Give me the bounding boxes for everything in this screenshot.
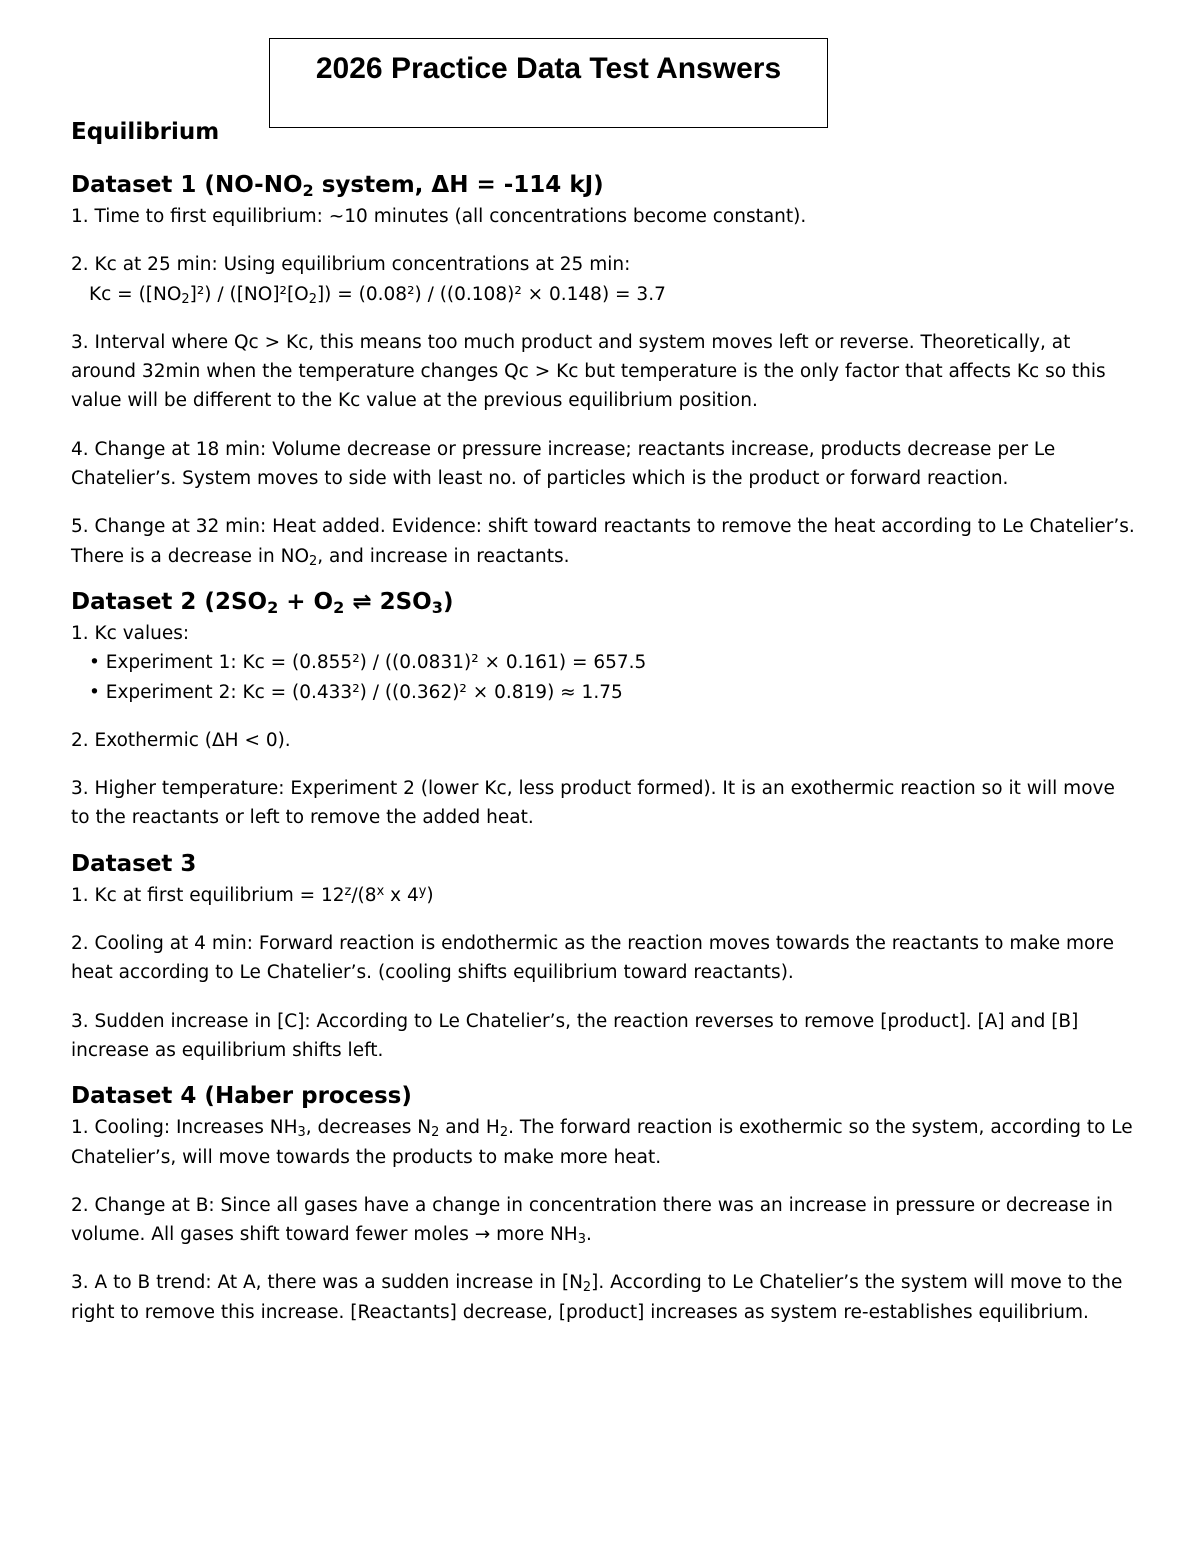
dataset-3-answer-3: 3. Sudden increase in [C]: According to Le Chatelier’s, the reaction reverses to remove [product]. [A] and [B] increase as equilibrium shifts left. bbox=[71, 1010, 1079, 1061]
dataset-2-answer-1: 1. Kc values: bbox=[71, 622, 190, 644]
dataset-2-answer-2: 2. Exothermic (ΔH < 0). bbox=[71, 729, 291, 751]
dataset-1-answer-4: 4. Change at 18 min: Volume decrease or pressure increase; reactants increase, products decrease per Le Chatelier’s. System moves to side with least no. of particles which is the product or forward reaction. bbox=[71, 438, 1056, 490]
dataset-1-answer-1: 1. Time to first equilibrium: ~10 minutes (all concentrations become constant). bbox=[71, 206, 807, 227]
section-heading: Equilibrium bbox=[71, 119, 220, 145]
document-title: 2026 Practice Data Test Answers bbox=[315, 52, 782, 85]
dataset-1 bbox=[71, 168, 1136, 571]
dataset-1-title: Dataset 1 ($NO-NO_2$ system, ΔH = -114 kJ) bbox=[71, 172, 604, 201]
dataset-2-bullet-1: • Experiment 1: Kc = (0.855²) / ((0.0831)² × 0.161) = 657.5 bbox=[89, 652, 647, 674]
dataset-3 bbox=[71, 847, 1136, 1065]
dataset-2-title: Dataset 2 ($2SO_2 + O_2$ ⇌ $2SO_3$) bbox=[71, 588, 454, 617]
dataset-2 bbox=[71, 585, 1136, 833]
dataset-1-answer-5: 5. Change at 32 min: Heat added. Evidence: shift toward reactants to remove the heat according to Le Chatelier’s. There is a decrease in $NO_2$, and increase in reactants. bbox=[71, 516, 1135, 569]
dataset-2-answer-3: 3. Higher temperature: Experiment 2 (lower Kc, less product formed). It is an exothermic reaction so it will move to the reactants or left to remove the added heat. bbox=[71, 778, 1115, 829]
dataset-2-bullet-2: • Experiment 2: Kc = (0.433²) / ((0.362)² × 0.819) ≈ 1.75 bbox=[89, 681, 623, 703]
dataset-4-answer-2: 2. Change at B: Since all gases have a change in concentration there was an increase in pressure or decrease in volume. All gases shift toward fewer moles → more $NH_3$. bbox=[71, 1194, 1113, 1248]
document-body bbox=[71, 114, 1136, 1341]
dataset-1-answer-2-equation: $Kc = ([NO_2]^2) / ([NO]^2[O_2]) = (0.08^2) / ((0.108)^2 \times 0.148) = 3.7$ bbox=[89, 283, 666, 307]
dataset-4-answer-3: 3. A to B trend: At A, there was a sudden increase in $[N_2]$. According to Le Chatelier’s the system will move to the right to remove this increase. [Reactants] decrease, [product] increases as system re-establishes equilibrium. bbox=[71, 1272, 1123, 1323]
dataset-4 bbox=[71, 1079, 1136, 1327]
dataset-3-answer-1: 1. Kc at first equilibrium = $12^z/(8^x$ x 4$^y$) bbox=[71, 883, 434, 906]
dataset-3-title: Dataset 3 bbox=[71, 850, 197, 877]
dataset-1-answer-2: 2. Kc at 25 min: Using equilibrium concentrations at 25 min: bbox=[71, 254, 631, 276]
dataset-1-answer-3: 3. Interval where Qc > Kc, this means too much product and system moves left or reverse. Theoretically, at around 32min when the temperature changes Qc > Kc but temperature is the only factor that affects Kc so this value will be different to the Kc value at the previous equilibrium position. bbox=[71, 331, 1106, 412]
dataset-4-title: Dataset 4 (Haber process) bbox=[71, 1083, 412, 1110]
dataset-4-answer-1: 1. Cooling: Increases $NH_3$, decreases $N_2$ and $H_2$. The forward reaction is exothermic so the system, according to Le Chatelier’s, will move towards the products to make more heat. bbox=[71, 1117, 1133, 1168]
dataset-3-answer-2: 2. Cooling at 4 min: Forward reaction is endothermic as the reaction moves towards the reactants to make more heat according to Le Chatelier’s. (cooling shifts equilibrium toward reactants). bbox=[71, 933, 1114, 984]
